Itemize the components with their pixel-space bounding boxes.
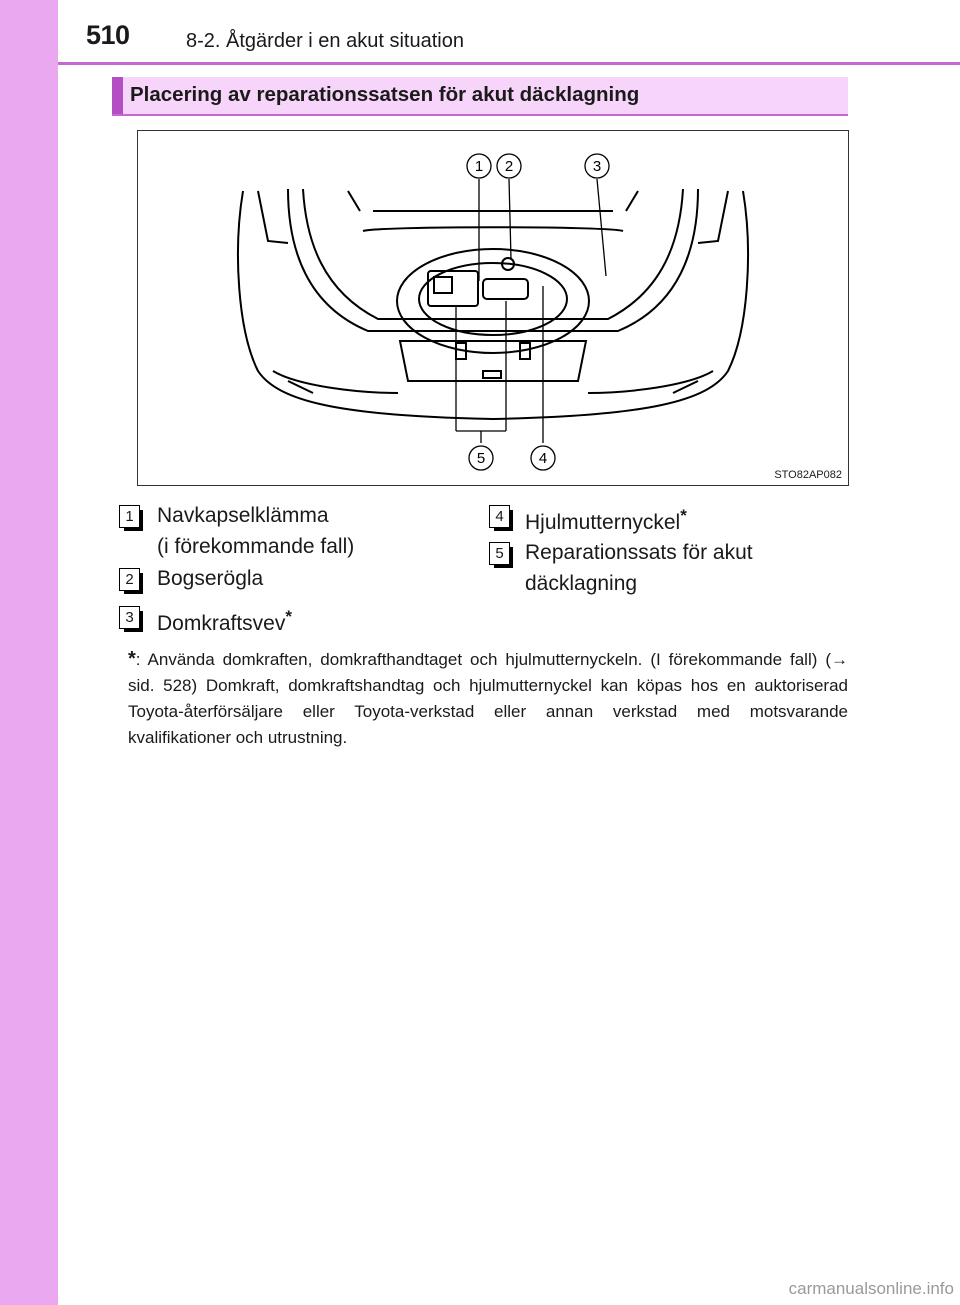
footnote-text: : Använda domkraften, domkrafthandtaget och hjulmutternyckeln. (I förekommande fall) (→ sid. 528) Domkraft, domkraftshandtag och hjulmutternyckel kan köpas hos en auktoriserad Toyota-återförsäljare eller Toyota-verkstad eller annan verkstad med motsvarande kvalifikationer och utrustning.	[128, 650, 848, 747]
legend-number-3: 3	[119, 606, 140, 629]
callout-5: 5	[476, 450, 486, 467]
legend-item-2	[157, 563, 263, 594]
trunk-drawing	[138, 131, 848, 485]
trunk-illustration	[137, 130, 849, 486]
asterisk-mark: *	[285, 607, 292, 626]
legend-label-secondary: däcklagning	[525, 572, 638, 595]
legend-label: Reparationssats för akut	[525, 541, 753, 564]
legend-label: Domkraftsvev	[157, 612, 286, 635]
side-tab-strip	[0, 0, 58, 1305]
section-accent	[112, 77, 123, 114]
legend-label: Navkapselklämma	[157, 504, 329, 527]
legend-number-4: 4	[489, 505, 510, 528]
section-heading-bar	[112, 77, 848, 116]
legend-label: Hjulmutternyckel	[525, 511, 681, 534]
callout-1: 1	[474, 158, 484, 175]
legend-number-1: 1	[119, 505, 140, 528]
callout-2: 2	[504, 158, 514, 175]
watermark: carmanualsonline.info	[788, 1279, 954, 1298]
legend-label-secondary: (i förekommande fall)	[157, 535, 355, 558]
page-number: 510	[86, 20, 130, 50]
legend-label: Bogserögla	[157, 567, 264, 590]
callout-3: 3	[592, 158, 602, 175]
legend-number-2: 2	[119, 568, 140, 591]
legend-item-4	[525, 500, 687, 538]
asterisk-mark: *	[680, 506, 687, 525]
chapter-title: 8-2. Åtgärder i en akut situation	[186, 30, 464, 52]
footnote-marker: *	[128, 648, 136, 670]
legend-item-3	[157, 601, 292, 639]
section-title: Placering av reparationssatsen för akut däcklagning	[130, 83, 640, 106]
legend-item-1	[157, 500, 354, 562]
callout-4: 4	[538, 450, 548, 467]
footnote	[128, 646, 848, 751]
figure-code: STO82AP082	[774, 469, 842, 481]
legend-number-5: 5	[489, 542, 510, 565]
legend-item-5	[525, 537, 753, 599]
header-divider	[58, 62, 960, 65]
